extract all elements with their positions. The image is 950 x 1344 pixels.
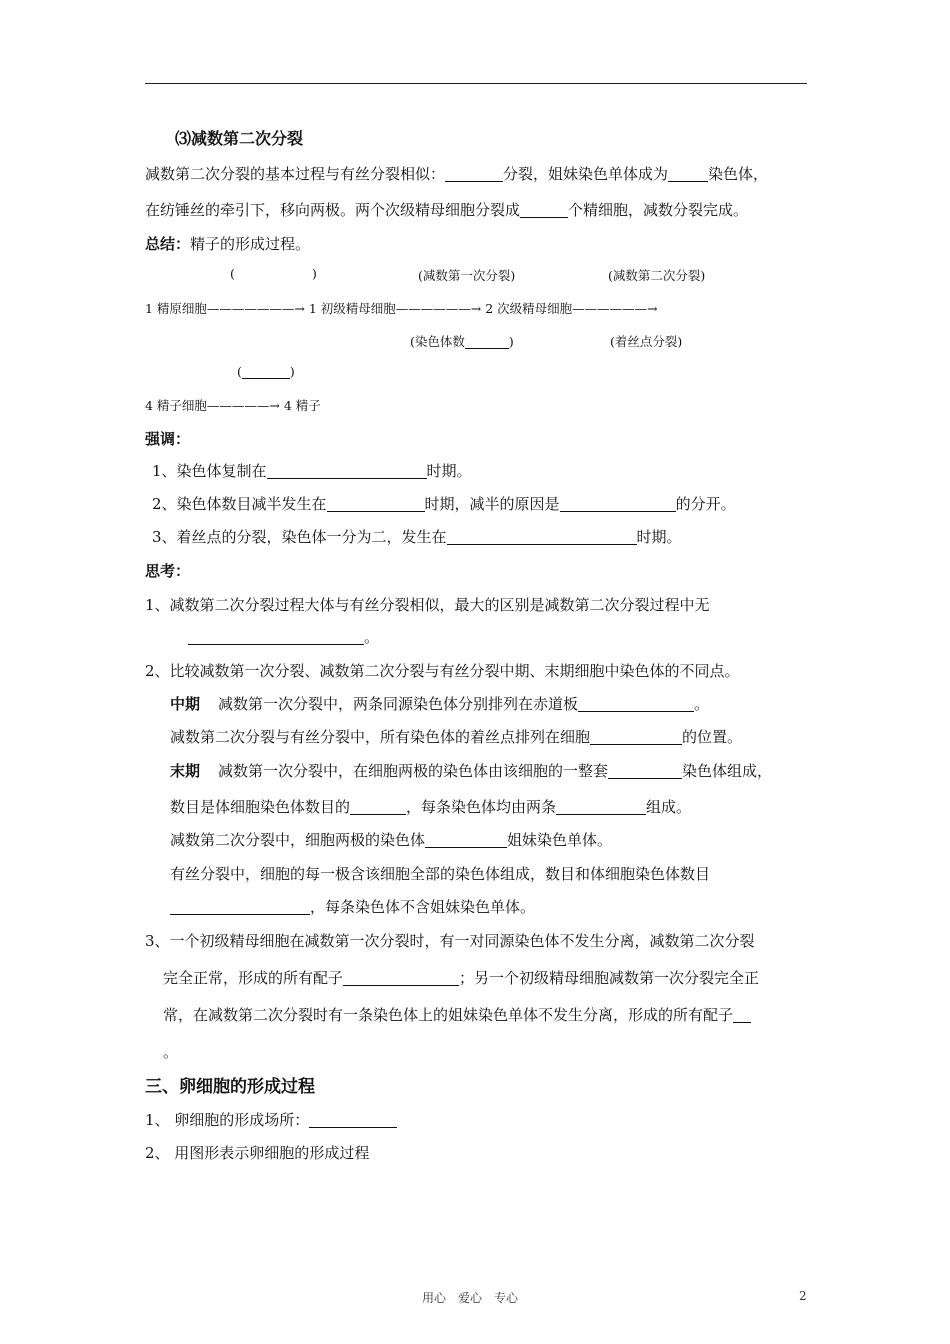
- blank-line: [733, 1007, 751, 1023]
- blank-line: [590, 729, 682, 745]
- blank-line: [327, 496, 425, 512]
- blank-line: [560, 496, 676, 512]
- telophase-line-3: 减数第二次分裂中，细胞两极的染色体 姐妹染色单体。: [170, 831, 613, 849]
- egg-item-2: 2、 用图形表示卵细胞的形成过程: [145, 1144, 370, 1162]
- blank-line: [668, 166, 708, 182]
- question-1: 1、减数第二次分裂过程大体与有丝分裂相似，最大的区别是减数第二次分裂过程中无: [145, 596, 710, 614]
- telophase-line-5: ，每条染色体不含姐妹染色单体。: [170, 896, 535, 917]
- flow-paren-open: (: [230, 266, 235, 281]
- paragraph-line: 在纺锤丝的牵引下，移向两极。两个次级精母细胞分裂成 个精细胞，减数分裂完成。: [145, 201, 749, 219]
- blank-line: [520, 202, 568, 218]
- flow-paren-close: ): [312, 266, 317, 281]
- question-3-line-2: 完全正常，形成的所有配子 ；另一个初级精母细胞减数第一次分裂完全正: [163, 969, 760, 987]
- flow-blank-paren: ( ): [237, 364, 295, 379]
- egg-item-1: 1、 卵细胞的形成场所：: [145, 1109, 397, 1130]
- blank-line: [170, 899, 310, 915]
- flow-label-centromere: (着丝点分裂): [610, 334, 683, 349]
- emphasis-label: 强调：: [145, 430, 191, 448]
- blank-line: [578, 696, 694, 712]
- question-1-blank: 。: [188, 626, 379, 647]
- telophase-line-4: 有丝分裂中，细胞的每一极含该细胞全部的染色体组成，数目和体细胞染色体数目: [170, 865, 711, 883]
- blank-line: [465, 336, 509, 349]
- header-rule: [145, 83, 807, 84]
- flow-row-sperm: 1 精原细胞———————→ 1 初级精母细胞——————→ 2 次级精母细胞——————→: [145, 301, 658, 316]
- paragraph-line: 减数第二次分裂的基本过程与有丝分裂相似： 分裂，姐妹染色单体成为 染色体，: [145, 165, 769, 183]
- metaphase-line-2: 减数第二次分裂与有丝分裂中，所有染色体的着丝点排列在细胞 的位置。: [170, 728, 743, 746]
- blank-line: [309, 1112, 397, 1128]
- blank-line: [556, 799, 646, 815]
- telophase-line-2: 数目是体细胞染色体数目的 ，每条染色体均由两条 组成。: [170, 798, 692, 816]
- question-3-line-4: 。: [163, 1043, 179, 1061]
- flow-label-meiosis-2: (减数第二次分裂): [608, 268, 706, 283]
- blank-line: [425, 832, 507, 848]
- emphasis-item-1: 1、染色体复制在 时期。: [152, 462, 472, 480]
- footer-motto: 用心 爱心 专心: [422, 1291, 519, 1305]
- metaphase-line-1: 中期 减数第一次分裂中，两条同源染色体分别排列在赤道板 。: [170, 695, 710, 713]
- blank-line: [343, 970, 459, 986]
- question-3-line-3: 常，在减数第二次分裂时有一条染色体上的姐妹染色单体不发生分离，形成的所有配子: [163, 1004, 751, 1025]
- page-number: 2: [799, 1289, 807, 1303]
- blank-line: [188, 629, 364, 645]
- telophase-line-1: 末期 减数第一次分裂中，在细胞两极的染色体由该细胞的一整套 染色体组成，: [170, 762, 773, 780]
- flow-label-meiosis-1: (减数第一次分裂): [418, 268, 516, 283]
- summary-line: 总结：精子的形成过程。: [145, 235, 311, 253]
- question-3-line-1: 3、一个初级精母细胞在减数第一次分裂时，有一对同源染色体不发生分离，减数第二次分裂: [145, 932, 755, 950]
- flow-label-chromosome-count: (染色体数 ): [410, 334, 514, 349]
- emphasis-item-2: 2、染色体数目减半发生在 时期，减半的原因是 的分开。: [152, 495, 736, 513]
- egg-section-title: 三、卵细胞的形成过程: [145, 1077, 315, 1097]
- question-2: 2、比较减数第一次分裂、减数第二次分裂与有丝分裂中期、末期细胞中染色体的不同点。: [145, 662, 740, 680]
- blank-line: [242, 366, 290, 379]
- blank-line: [350, 799, 406, 815]
- emphasis-item-3: 3、着丝点的分裂，染色体一分为二，发生在 时期。: [152, 528, 682, 546]
- blank-line: [447, 529, 637, 545]
- section-title: ⑶减数第二次分裂: [175, 129, 304, 148]
- think-label: 思考：: [145, 562, 191, 580]
- blank-line: [445, 166, 503, 182]
- blank-line: [267, 463, 427, 479]
- flow-row-spermatid: 4 精子细胞—————→ 4 精子: [145, 398, 321, 413]
- blank-line: [608, 763, 682, 779]
